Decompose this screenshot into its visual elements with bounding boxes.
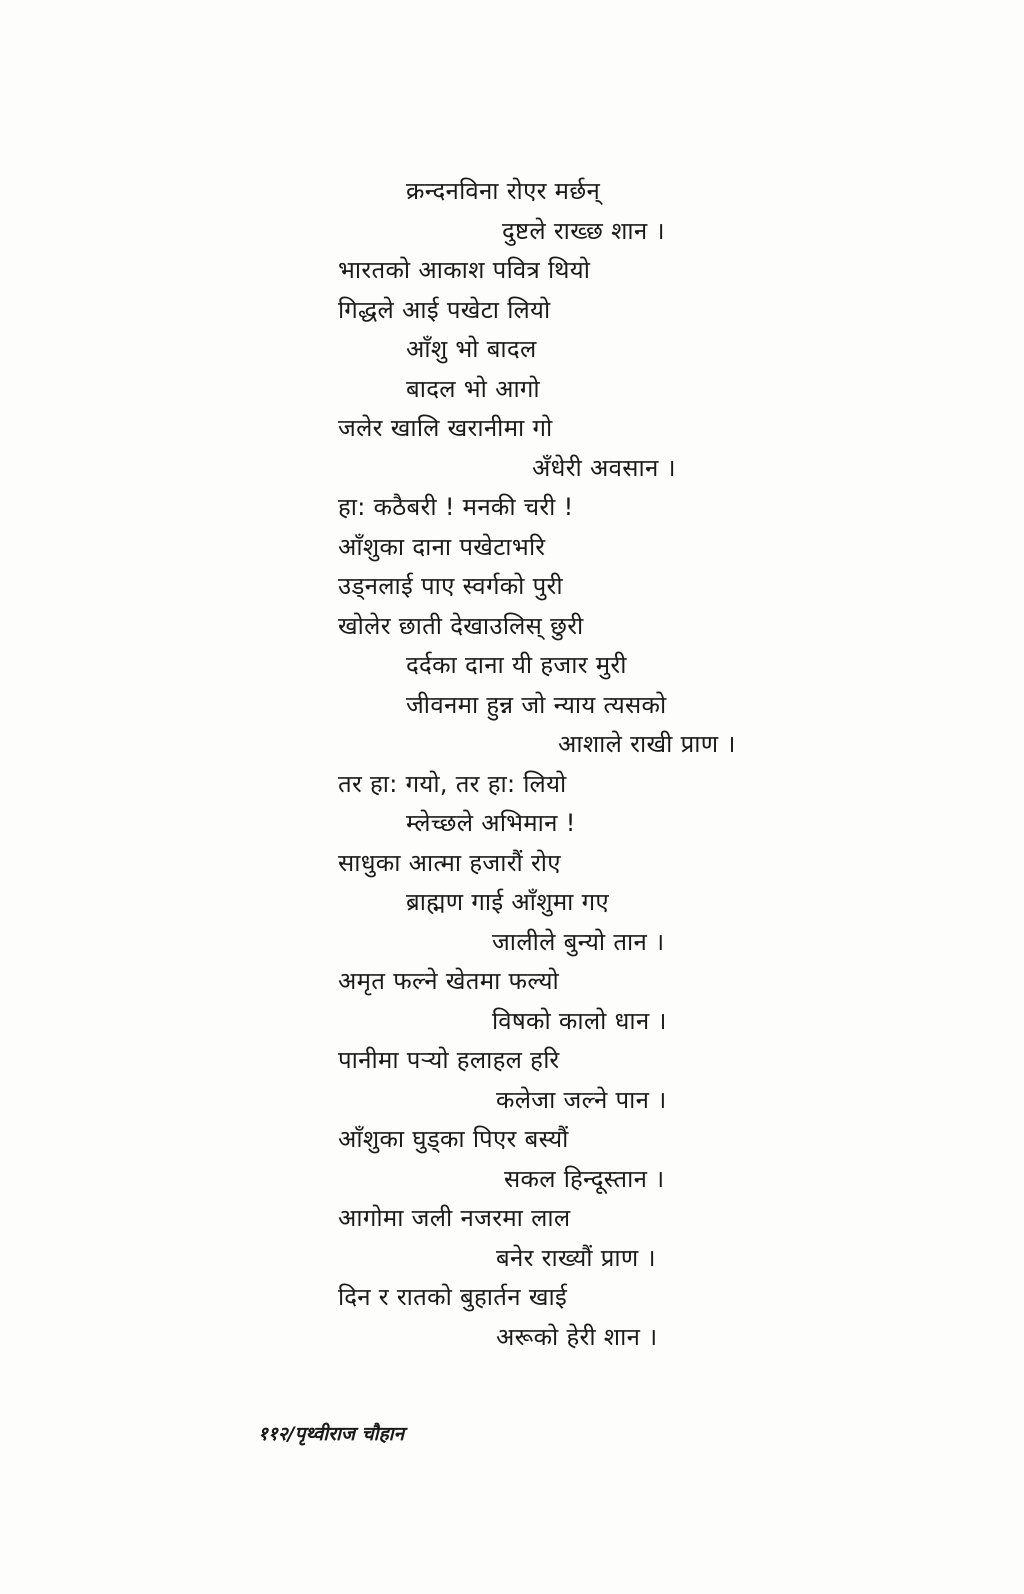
poem-line: आशाले राखी प्राण । <box>558 730 736 758</box>
poem-line: विषको कालो धान । <box>492 1006 667 1035</box>
poem-line: आँशुका घुड्का पिएर बस्यौं <box>338 1125 569 1153</box>
poem-line: पानीमा पऱ्यो हलाहल हरि <box>338 1046 560 1074</box>
poem-line: जीवनमा हुन्न जो न्याय त्यसको <box>406 690 667 719</box>
poem-line: जलेर खालि खरानीमा गो <box>338 414 553 442</box>
poem-line: आगोमा जली नजरमा लाल <box>338 1204 571 1232</box>
poem-line: म्लेच्छले अभिमान ! <box>406 809 576 837</box>
poem-line: क्रन्दनविना रोएर मर्छन् <box>406 177 601 205</box>
poem <box>0 172 1024 1357</box>
poem-line: सकल हिन्दूस्तान । <box>504 1164 665 1193</box>
poem-line: दिन र रातको बुहार्तन खाई <box>338 1283 568 1311</box>
page-footer <box>258 1420 404 1446</box>
poem-line: खोलेर छाती देखाउलिस् छुरी <box>338 611 584 640</box>
poem-line: हा: कठैबरी ! मनकी चरी ! <box>338 493 574 521</box>
poem-line: भारतको आकाश पवित्र थियो <box>338 256 591 284</box>
poem-line: गिद्धले आई पखेटा लियो <box>338 295 551 324</box>
poem-line: अरूको हेरी शान । <box>496 1322 658 1351</box>
poem-line: तर हा: गयो, तर हा: लियो <box>338 769 567 798</box>
poem-line: अँधेरी अवसान । <box>532 453 676 482</box>
poem-line: ब्राह्मण गाई आँशुमा गए <box>406 888 609 916</box>
poem-line: दर्दका दाना यी हजार मुरी <box>406 651 627 679</box>
poem-line: जालीले बुन्यो तान । <box>492 927 665 956</box>
poem-line: कलेजा जल्ने पान । <box>496 1085 667 1114</box>
poem-line: अमृत फल्ने खेतमा फल्यो <box>338 967 560 995</box>
poem-line: आँशु भो बादल <box>406 335 537 363</box>
poem-line: दुष्टले राख्छ शान । <box>502 216 665 245</box>
poem-line: आँशुका दाना पखेटाभरि <box>338 532 546 561</box>
poem-line: बनेर राख्यौं प्राण । <box>496 1243 656 1272</box>
page-number: ११२/ <box>258 1423 295 1445</box>
poem-line: बादल भो आगो <box>406 374 540 403</box>
poem-line: साधुका आत्मा हजारौं रोए <box>338 848 561 877</box>
book-title: पृथ्वीराज चौहान <box>294 1423 405 1445</box>
poem-line: उड्नलाई पाए स्वर्गको पुरी <box>338 572 563 600</box>
